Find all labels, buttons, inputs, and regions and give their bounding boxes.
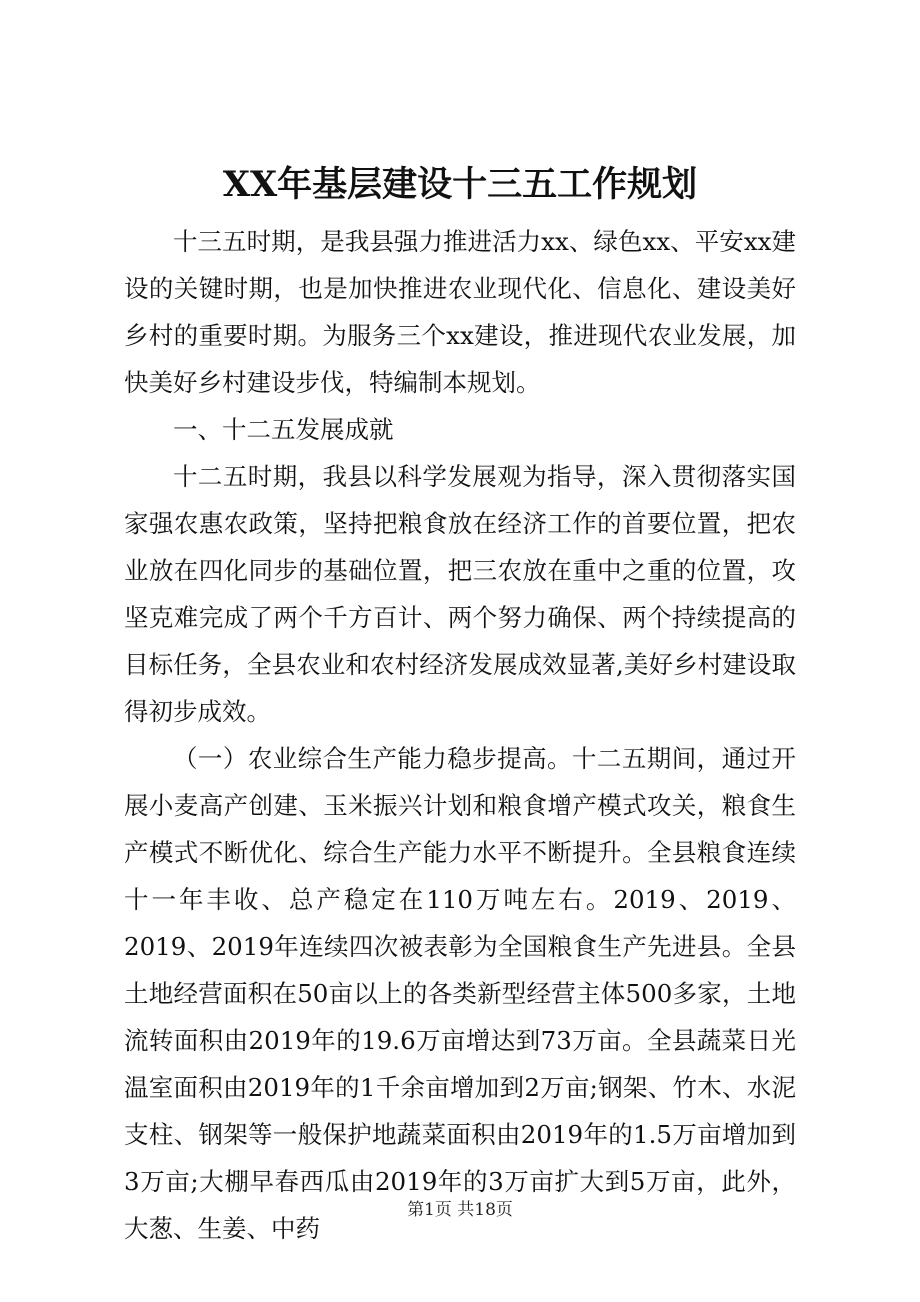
paragraph-achievements: 十二五时期，我县以科学发展观为指导，深入贯彻落实国家强农惠农政策，坚持把粮食放在经济工作的首要位置，把农业放在四化同步的基础位置，把三农放在重中之重的位置，攻坚克难完成了两个千方百计、两个努力确保、两个持续提高的目标任务，全县农业和农村经济发展成效显著,美好乡村建设取得初步成效。 [124, 462, 796, 726]
paragraph-agriculture: （一）农业综合生产能力稳步提高。十二五期间，通过开展小麦高产创建、玉米振兴计划和粮食增产模式攻关，粮食生产模式不断优化、综合生产能力水平不断提升。全县粮食连续十一年丰收、总产稳定在110万吨左右。2019、2019、2019、2019年连续四次被表彰为全国粮食生产先进县。全县土地经营面积在50亩以上的各类新型经营主体500多家，土地流转面积由2019年的19.6万亩增达到73万亩。全县蔬菜日光温室面积由2019年的1千余亩增加到2万亩;钢架、竹木、水泥支柱、钢架等一般保护地蔬菜面积由2019年的1.5万亩增加到3万亩;大棚早春西瓜由2019年的3万亩扩大到5万亩，此外，大葱、生姜、中药 [124, 744, 796, 1243]
document-body [124, 218, 796, 1252]
page-footer: 第1页 共18页 [407, 1200, 513, 1220]
section-heading: 一、十二五发展成就 [173, 415, 394, 444]
document-title: XX年基层建设十三五工作规划 [222, 164, 698, 205]
paragraph-intro: 十三五时期，是我县强力推进活力xx、绿色xx、平安xx建设的关键时期，也是加快推进农业现代化、信息化、建设美好乡村的重要时期。为服务三个xx建设，推进现代农业发展，加快美好乡村建设步伐，特编制本规划。 [124, 227, 796, 397]
